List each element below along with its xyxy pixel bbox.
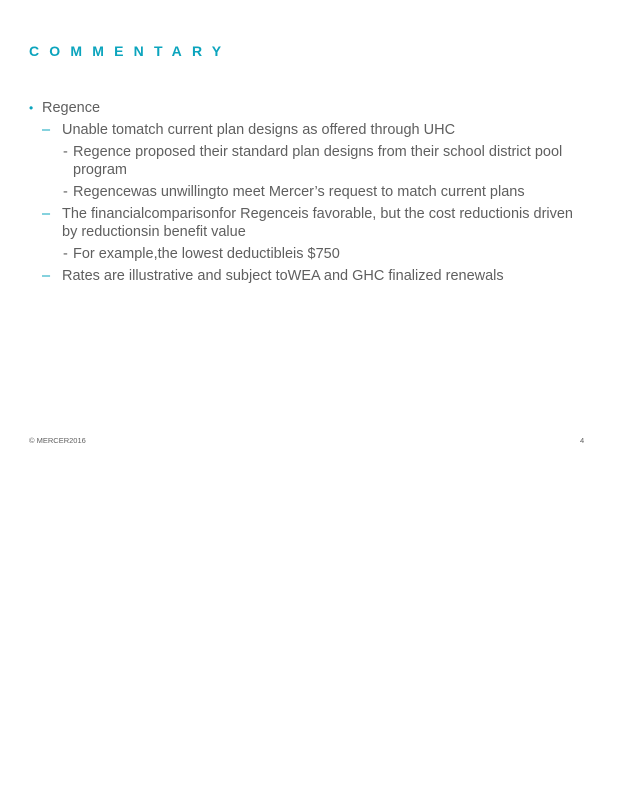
bullet-item bbox=[29, 99, 589, 117]
dash-marker: – bbox=[42, 268, 51, 284]
dash-marker: – bbox=[42, 122, 51, 138]
sub-sub-bullet-text: Regence proposed their standard plan designs from their school district pool program bbox=[73, 144, 563, 178]
sub-sub-bullet-item bbox=[29, 183, 573, 201]
hyphen-marker: - bbox=[63, 144, 68, 160]
bullet-text: Regence bbox=[42, 100, 101, 116]
bullet-marker: • bbox=[29, 101, 34, 115]
copyright-footer: © MERCER2016 bbox=[29, 436, 86, 445]
sub-bullet-item bbox=[29, 121, 589, 139]
sub-bullet-text: Rates are illustrative and subject toWEA and GHC finalized renewals bbox=[62, 268, 504, 284]
slide-title: COMMENTARY bbox=[29, 43, 232, 59]
sub-sub-bullet-text: For example,the lowest deductibleis $750 bbox=[73, 246, 340, 262]
hyphen-marker: - bbox=[63, 184, 68, 200]
sub-sub-bullet-text: Regencewas unwillingto meet Mercer’s request to match current plans bbox=[73, 184, 525, 200]
sub-bullet-text: Unable tomatch current plan designs as offered through UHC bbox=[62, 122, 456, 138]
sub-bullet-text: The financialcomparisonfor Regenceis favorable, but the cost reductionis driven by reductionsin benefit value bbox=[62, 206, 573, 240]
sub-bullet-item bbox=[29, 267, 589, 285]
sub-sub-bullet-item bbox=[29, 245, 573, 263]
sub-bullet-item bbox=[29, 205, 589, 241]
page-number: 4 bbox=[580, 436, 585, 445]
commentary-list bbox=[29, 99, 589, 289]
hyphen-marker: - bbox=[63, 246, 68, 262]
dash-marker: – bbox=[42, 206, 51, 222]
sub-sub-bullet-item bbox=[29, 143, 573, 179]
